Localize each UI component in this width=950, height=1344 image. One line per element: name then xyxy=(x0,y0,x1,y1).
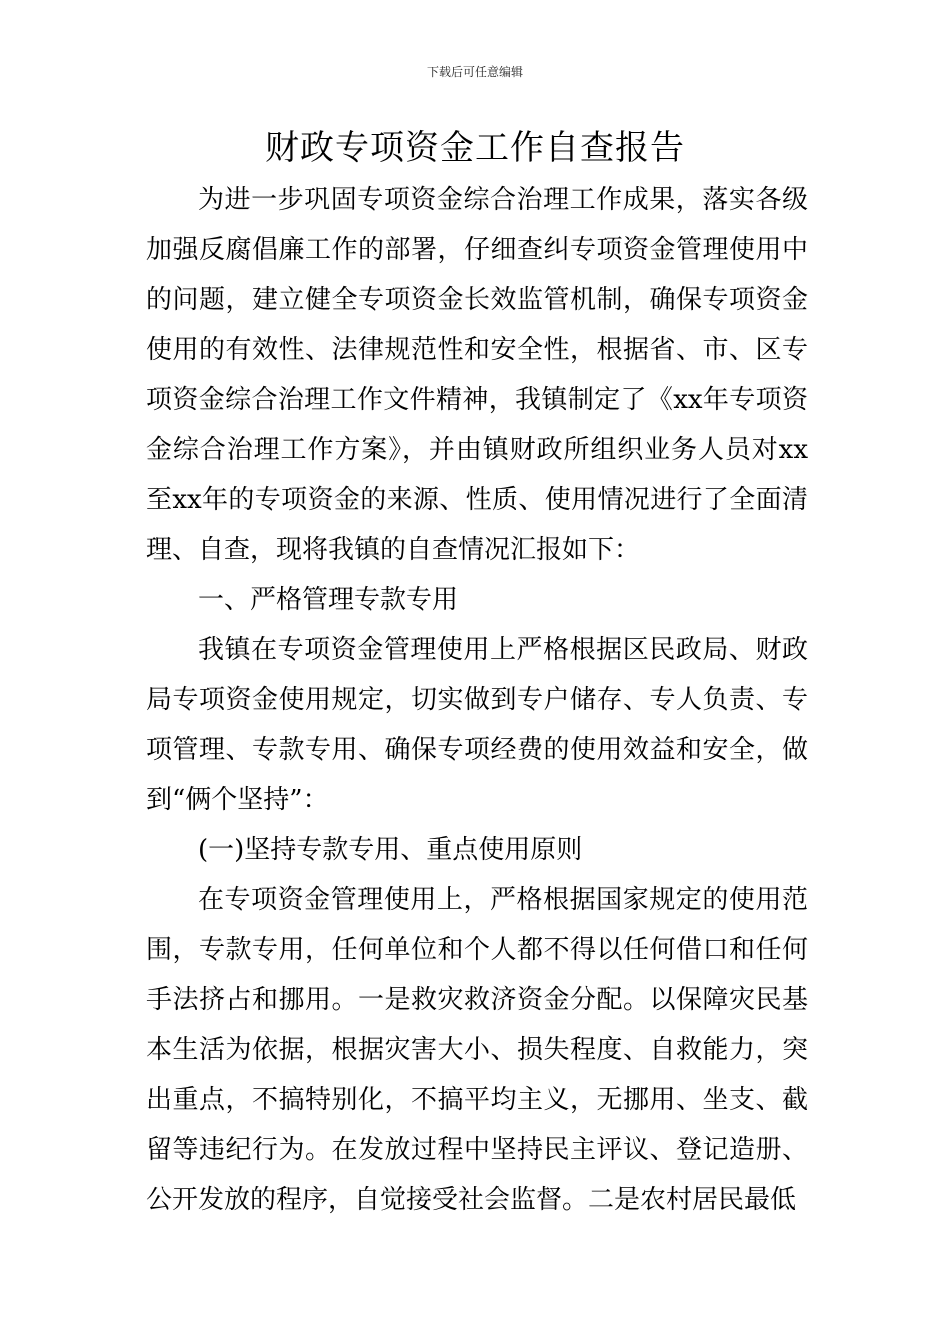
section-heading: 一、严格管理专款专用 xyxy=(198,585,459,615)
intro-paragraph: 为进一步巩固专项资金综合治理工作成果，落实各级加强反腐倡廉工作的部署，仔细查纠专项资金管理使用中的问题，建立健全专项资金长效监管机制，确保专项资金使用的有效性、法律规范性和安全性，根据省、市、区专项资金综合治理工作文件精神，我镇制定了《xx年专项资金综合治理工作方案》，并由镇财政所组织业务人员对xx至xx年的专项资金的来源、性质、使用情况进行了全面清理、自查，现将我镇的自查情况汇报如下： xyxy=(146,185,808,565)
document-body xyxy=(146,175,808,1225)
document-title: 财政专项资金工作自查报告 xyxy=(265,128,685,168)
subsection-paragraph: 在专项资金管理使用上，严格根据国家规定的使用范围，专款专用，任何单位和个人都不得以任何借口和任何手法挤占和挪用。一是救灾救济资金分配。以保障灾民基本生活为依据，根据灾害大小、损失程度、自救能力，突出重点，不搞特别化，不搞平均主义，无挪用、坐支、截留等违纪行为。在发放过程中坚持民主评议、登记造册、公开发放的程序，自觉接受社会监督。二是农村居民最低 xyxy=(146,885,808,1215)
section-paragraph: 我镇在专项资金管理使用上严格根据区民政局、财政局专项资金使用规定，切实做到专户储存、专人负责、专项管理、专款专用、确保专项经费的使用效益和安全，做到“俩个坚持”： xyxy=(146,635,808,815)
header-note: 下载后可任意编辑 xyxy=(426,65,523,79)
subsection-heading: (一)坚持专款专用、重点使用原则 xyxy=(198,835,583,865)
